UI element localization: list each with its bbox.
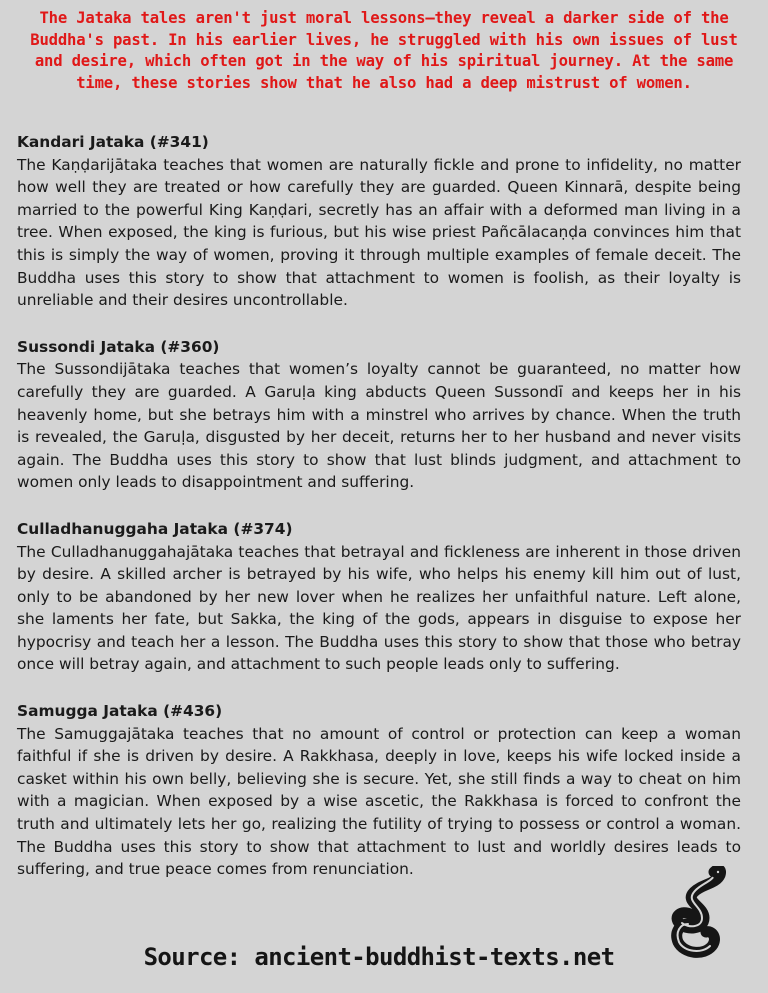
tale-title: Kandari Jataka (#341)	[17, 133, 209, 151]
tale-sussondi	[17, 336, 741, 494]
tale-body: The Culladhanuggahajātaka teaches that betrayal and fickleness are inherent in those driven by desire. A skilled archer is betrayed by his wife, who helps his enemy kill him out of lust, only to be abandoned by her new lover when he realizes her unfaithful nature. Left alone, she laments her fate, but Sakka, the king of the gods, appears in disguise to expose her hypocrisy and teach her a lesson. The Buddha uses this story to show that those who betray once will betray again, and attachment to such people leads only to suffering.	[17, 542, 741, 674]
tale-body: The Kaṇḍarijātaka teaches that women are naturally fickle and prone to infidelity, no matter how well they are treated or how carefully they are guarded. Queen Kinnarā, despite being married to the powerful King Kaṇḍari, secretly has an affair with a deformed man living in a tree. When exposed, the king is furious, but his wise priest Pañcālacaṇḍa convinces him that this is simply the way of women, proving it through multiple examples of female deceit. The Buddha uses this story to show that attachment to women is foolish, as their loyalty is unreliable and their desires uncontrollable.	[17, 155, 741, 310]
snake-icon	[660, 866, 726, 958]
tale-culladhanuggaha	[17, 518, 741, 676]
tale-title: Samugga Jataka (#436)	[17, 702, 223, 721]
tales-list	[17, 131, 741, 905]
tale-samugga	[17, 700, 741, 881]
tale-body: The Samuggajātaka teaches that no amount of control or protection can keep a woman faithful if she is driven by desire. A Rakkhasa, deeply in love, keeps his wife locked inside a casket within his own belly, believing she is secure. Yet, she still finds a way to cheat on him with a magician. When exposed by a wise ascetic, the Rakkhasa is forced to confront the truth and ultimately lets her go, realizing the futility of trying to possess or control a woman. The Buddha uses this story to show that attachment to lust and worldly desires leads to suffering, and true peace comes from renunciation.	[17, 724, 741, 879]
intro-text: The Jataka tales aren't just moral lessons—they reveal a darker side of the Buddha's past. In his earlier lives, he struggled with his own issues of lust and desire, which often got in the way of his spiritual journey. At the same time, these stories show that he also had a deep mistrust of women.	[30, 9, 738, 92]
tale-body: The Sussondijātaka teaches that women’s loyalty cannot be guaranteed, no matter how carefully they are guarded. A Garuḷa king abducts Queen Sussondī and keeps her in his heavenly home, but she betrays him with a minstrel who arrives by chance. When the truth is revealed, the Garuḷa, disgusted by her deceit, returns her to her husband and never visits again. The Buddha uses this story to show that lust blinds judgment, and attachment to women only leads to disappointment and suffering.	[17, 360, 741, 492]
tale-title: Sussondi Jataka (#360)	[17, 337, 220, 356]
tale-kandari	[17, 131, 741, 312]
tale-title: Culladhanuggaha Jataka (#374)	[17, 519, 293, 538]
source-line: Source: ancient-buddhist-texts.net	[143, 943, 615, 971]
